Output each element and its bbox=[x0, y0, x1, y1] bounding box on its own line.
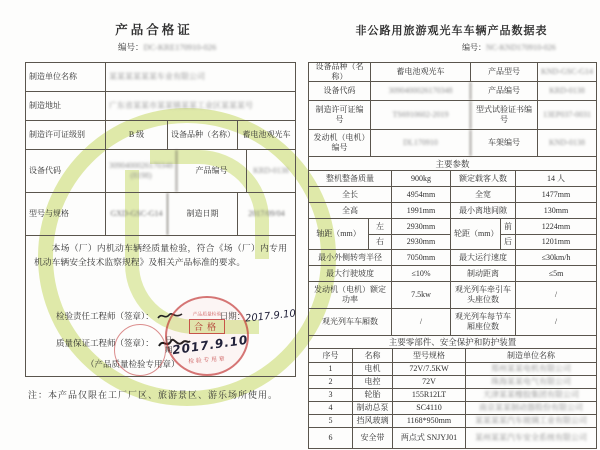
wheelbase-values bbox=[392, 219, 451, 249]
handwritten-date: 2017.9.10 bbox=[244, 307, 297, 325]
track-front-value: 1224mm bbox=[516, 219, 596, 235]
product-no-label: 产品编号 bbox=[177, 150, 247, 192]
product-no-value: KRD-0138 bbox=[253, 166, 289, 175]
equipment-kind-value: 蓄电池观光车 bbox=[242, 130, 291, 139]
table-row bbox=[309, 130, 596, 157]
certificate-table bbox=[25, 62, 296, 377]
right-page-title: 非公路用旅游观光车车辆产品数据表 bbox=[355, 25, 548, 37]
part-name: 安全带 bbox=[353, 428, 393, 448]
part-name: 电控 bbox=[353, 376, 393, 388]
param-label: 发动机（电机）额定功率 bbox=[309, 282, 392, 308]
param-label: 最大行驶坡度 bbox=[309, 266, 392, 281]
table-row bbox=[309, 171, 596, 187]
front-label: 前 bbox=[501, 219, 515, 235]
model-value: KND-GSC-G14 bbox=[541, 67, 593, 76]
part-index: 2 bbox=[309, 376, 353, 388]
serial-value: DC-KRE170910-026 bbox=[143, 42, 217, 52]
usage-note: 注：本产品仅限在工厂厂区、旅游景区、游乐场所使用。 bbox=[28, 390, 279, 400]
table-row bbox=[309, 282, 596, 309]
param-label: 观光列车每节车厢座位数 bbox=[451, 309, 516, 335]
main-params-header: 主要参数 bbox=[309, 157, 596, 171]
table-row bbox=[309, 63, 596, 82]
track-rear-value: 1201mm bbox=[541, 237, 571, 247]
stamp-arc-text: 产品质量检验 bbox=[192, 311, 222, 317]
stamp-date-label: 日期 bbox=[165, 335, 173, 354]
left-serial-number bbox=[118, 41, 216, 53]
part-name: 电机 bbox=[353, 363, 393, 375]
param-label: 制动距离 bbox=[451, 266, 516, 281]
table-row bbox=[309, 250, 596, 266]
param-value: 1477mm bbox=[541, 189, 571, 199]
engine-no-value: DL170910 bbox=[371, 130, 471, 156]
param-value: 7050mm bbox=[392, 250, 451, 265]
inspector-label: 检验责任工程师（签章）： bbox=[56, 311, 154, 321]
param-label: 全宽 bbox=[451, 187, 516, 202]
parts-section-header: 主要零部件、安全保护和防护装置 bbox=[309, 336, 596, 349]
col-header-name: 名称 bbox=[353, 349, 393, 362]
model-label: 型号与规格 bbox=[26, 193, 106, 235]
maker-label: 制造单位名称 bbox=[26, 63, 106, 91]
param-label: 观光列车牵引车头座位数 bbox=[451, 282, 516, 308]
type-test-cert-value: 13EP037-0031 bbox=[543, 110, 591, 119]
param-value: / bbox=[392, 309, 451, 335]
part-spec: SC4110 bbox=[393, 402, 466, 414]
part-manufacturer: 郑州某某电机有限公司 bbox=[491, 364, 571, 373]
param-value: 4954mm bbox=[392, 187, 451, 202]
parts-row bbox=[309, 428, 596, 448]
stamp-date-line bbox=[165, 332, 250, 357]
table-row bbox=[309, 203, 596, 219]
license-level-label: 制造许可证级别 bbox=[26, 121, 106, 149]
model-label: 产品型号 bbox=[471, 63, 538, 81]
param-value: 14 人 bbox=[547, 173, 565, 183]
left-label: 左 bbox=[369, 219, 391, 235]
part-manufacturer: 某州某某汽车安全系统有限公司 bbox=[475, 433, 587, 442]
col-header-index: 序号 bbox=[309, 349, 353, 362]
part-manufacturer: 珠海某某电气有限公司 bbox=[491, 377, 571, 386]
qa-label: 质量保证工程师（签章）： bbox=[56, 338, 154, 348]
frame-no-value: KND-0138 bbox=[549, 138, 585, 147]
part-spec: 1168*950mm bbox=[393, 415, 466, 427]
frame-no-label: 车架编号 bbox=[471, 130, 538, 156]
device-code-label: 设备代码 bbox=[26, 150, 106, 192]
part-index: 6 bbox=[309, 428, 353, 448]
parts-row bbox=[309, 389, 596, 402]
table-row bbox=[26, 92, 295, 121]
device-code-value: 3090400026170348 bbox=[371, 82, 471, 100]
serial-label: 编号： bbox=[462, 43, 486, 52]
parts-row bbox=[309, 363, 596, 376]
param-label: 观光列车车厢数 bbox=[309, 309, 392, 335]
address-value: 广东省某某市某某镇某某工业区某某某号 bbox=[109, 101, 253, 110]
param-label: 全高 bbox=[309, 203, 392, 218]
track-values bbox=[516, 219, 596, 249]
part-spec: 155R12LT bbox=[393, 389, 466, 401]
seal-caption: （产品质量检验专用章） bbox=[86, 359, 180, 369]
device-code-value: 3090400026170348 (8198) bbox=[106, 150, 177, 192]
type-test-cert-label: 型式试验证书编号 bbox=[471, 101, 538, 129]
inspection-approval-stamp bbox=[165, 296, 249, 376]
data-sheet-table bbox=[308, 62, 597, 449]
wheelbase-side-labels bbox=[369, 219, 392, 249]
parts-header-row bbox=[309, 349, 596, 363]
part-manufacturer: 南京某某制动器股份有限公司 bbox=[479, 403, 583, 412]
part-index: 1 bbox=[309, 363, 353, 375]
param-value: / bbox=[554, 290, 558, 299]
wheelbase-label: 轴距（mm） bbox=[309, 219, 369, 249]
wheelbase-right-value: 2930mm bbox=[406, 237, 436, 247]
param-label: 最大运行速度 bbox=[451, 250, 516, 265]
rear-label: 后 bbox=[504, 237, 512, 247]
param-label: 最小外侧转弯半径 bbox=[309, 250, 392, 265]
table-row bbox=[309, 266, 596, 282]
col-header-spec: 型号规格 bbox=[393, 349, 466, 362]
mfg-date-value: 2017/09/04 bbox=[248, 209, 285, 218]
part-index: 4 bbox=[309, 402, 353, 414]
mfg-date-label: 制造日期 bbox=[168, 193, 238, 235]
equipment-kind-label: 设备品种（名称） bbox=[168, 121, 238, 149]
maker-value: 某某某某某某车业有限公司 bbox=[109, 72, 205, 81]
table-row bbox=[309, 82, 596, 101]
part-manufacturer: 某某某某汽车玻璃工业有限公司 bbox=[475, 416, 587, 425]
parts-row bbox=[309, 376, 596, 389]
param-value: 1991mm bbox=[392, 203, 451, 218]
pass-label: 合格 bbox=[189, 319, 225, 334]
table-row bbox=[309, 101, 596, 130]
param-label: 全长 bbox=[309, 187, 392, 202]
product-no-value: KRD-0138 bbox=[549, 86, 585, 95]
param-value: 130mm bbox=[543, 205, 569, 215]
engine-no-label: 发动机（电机）编号 bbox=[309, 130, 371, 156]
param-label: 最小离地间隙 bbox=[451, 203, 516, 218]
device-code-label: 设备代码 bbox=[309, 82, 371, 100]
param-label: 整机整备质量 bbox=[309, 171, 392, 186]
part-manufacturer: 天津某某橡胶集团有限公司 bbox=[483, 390, 579, 399]
param-value: 7.5kw bbox=[392, 282, 451, 308]
col-header-manufacturer: 制造单位名称 bbox=[507, 350, 555, 360]
part-spec: 两点式 SNJYJ01 bbox=[393, 428, 466, 448]
date-label: 日期： bbox=[219, 311, 246, 321]
part-spec: 72V/7.5KW bbox=[393, 363, 466, 375]
wheelbase-track-row bbox=[309, 219, 596, 250]
serial-label: 编号： bbox=[118, 42, 144, 52]
product-no-label: 产品编号 bbox=[471, 82, 538, 100]
part-index: 3 bbox=[309, 389, 353, 401]
conformity-statement: 本场（厂）内机动车辆经质量检验，符合《场（厂）内专用机动车辆安全技术监察规程》及相关产品标准的要求。 bbox=[34, 243, 287, 267]
track-side-labels bbox=[501, 219, 516, 249]
stamp-bottom-text: 检验专用章 bbox=[187, 355, 227, 365]
part-index: 5 bbox=[309, 415, 353, 427]
kind-label: 设备品种（名称） bbox=[309, 63, 371, 81]
table-row bbox=[26, 121, 295, 150]
param-value: / bbox=[554, 317, 558, 326]
kind-value: 蓄电池观光车 bbox=[371, 63, 471, 81]
table-row bbox=[309, 309, 596, 336]
table-row bbox=[26, 63, 295, 92]
license-no-label: 制造许可证编号 bbox=[309, 101, 371, 129]
handwritten-stamp-date: 2017.9.10 bbox=[171, 332, 250, 357]
address-label: 制造地址 bbox=[26, 92, 106, 120]
wheelbase-left-value: 2930mm bbox=[392, 219, 450, 235]
model-value: GXD-GSC-G14 bbox=[106, 193, 168, 235]
part-spec: 72V bbox=[393, 376, 466, 388]
part-name: 挡风玻璃 bbox=[353, 415, 393, 427]
parts-row bbox=[309, 415, 596, 428]
param-value: ≤5m bbox=[548, 268, 564, 278]
table-row bbox=[26, 150, 295, 193]
table-row bbox=[309, 187, 596, 203]
track-label: 轮距（mm） bbox=[451, 219, 501, 249]
param-value: ≤30km/h bbox=[541, 252, 571, 262]
right-serial-number bbox=[462, 42, 556, 53]
table-row bbox=[26, 193, 295, 236]
part-name: 制动总泵 bbox=[353, 402, 393, 414]
license-no-value: TS6910602-2019 bbox=[371, 101, 471, 129]
part-name: 轮胎 bbox=[353, 389, 393, 401]
serial-value: NC-KND170910-026 bbox=[486, 43, 556, 52]
round-red-stamp bbox=[114, 324, 166, 376]
param-value: ≤10% bbox=[392, 266, 451, 281]
param-value: 900kg bbox=[392, 171, 451, 186]
right-label: 右 bbox=[376, 237, 384, 247]
left-page-title: 产品合格证 bbox=[115, 23, 193, 37]
license-level-value: B 级 bbox=[106, 121, 168, 149]
parts-row bbox=[309, 402, 596, 415]
param-label: 额定载客人数 bbox=[451, 171, 516, 186]
